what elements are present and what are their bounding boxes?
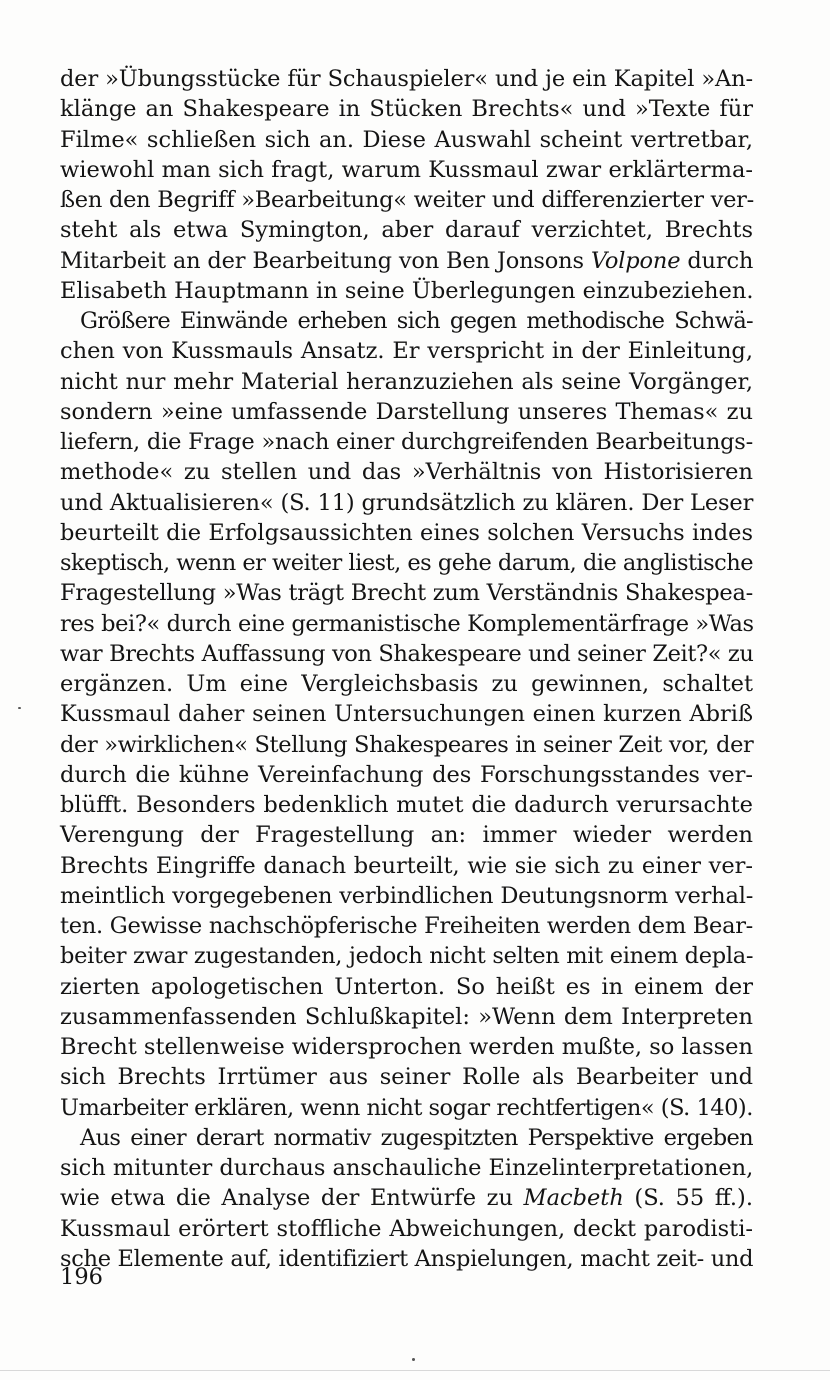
text-line: Filme« schließen sich an. Diese Auswahl scheint vertretbar,: [60, 126, 753, 153]
text-line: blüfft. Besonders bedenklich mutet die dadurch verursachte: [60, 792, 753, 818]
text-line: klänge an Shakespeare in Stücken Brechts« und »Texte für: [60, 96, 753, 123]
text-line: Größere Einwände erheben sich gegen methodische Schwä-: [80, 308, 753, 334]
text-line: Mitarbeit an der Bearbeitung von Ben Jonsons Volpone durch: [60, 247, 754, 274]
book-title: Volpone: [590, 247, 681, 274]
text-line: Brechts Eingriffe danach beurteilt, wie sie sich zu einer ver-: [60, 852, 753, 879]
text-line: Elisabeth Hauptmann in seine Überlegungen einzubeziehen.: [60, 277, 754, 304]
text-line: Verengung der Fragestellung an: immer wieder werden: [60, 822, 753, 849]
text-line: sich Brechts Irrtümer aus seiner Rolle als Bearbeiter und: [60, 1064, 753, 1091]
text-line: der »wirklichen« Stellung Shakespeares in seiner Zeit vor, der: [60, 731, 754, 758]
book-title: Macbeth: [523, 1185, 624, 1212]
text-line: wie etwa die Analyse der Entwürfe zu Macbeth (S. 55 ff.).: [60, 1185, 753, 1212]
text-line: steht als etwa Symington, aber darauf verzichtet, Brechts: [60, 217, 753, 244]
text-line: wiewohl man sich fragt, warum Kussmaul zwar erklärterma-: [60, 156, 753, 183]
text-line: sondern »eine umfassende Darstellung unseres Themas« zu: [60, 398, 753, 425]
text-line: Kussmaul erörtert stoffliche Abweichungen, deckt parodisti-: [60, 1215, 753, 1242]
text-line: Brecht stellenweise widersprochen werden mußte, so lassen: [60, 1034, 753, 1060]
text-line: beiter zwar zugestanden, jedoch nicht selten mit einem depla-: [60, 943, 754, 970]
scan-speck: [412, 1358, 415, 1361]
text-line: und Aktualisieren« (S. 11) grundsätzlich zu klären. Der Leser: [60, 489, 754, 516]
text-line: ßen den Begriff »Bearbeitung« weiter und differenzierter ver-: [60, 187, 755, 213]
text-line: zusammenfassenden Schlußkapitel: »Wenn dem Interpreten: [60, 1003, 753, 1030]
text-line: beurteilt die Erfolgsaussichten eines solchen Versuchs indes: [60, 519, 753, 546]
text-line: methode« zu stellen und das »Verhältnis von Historisieren: [60, 459, 753, 486]
text-line: liefern, die Frage »nach einer durchgreifenden Bearbeitungs-: [60, 429, 753, 455]
text-line: Kussmaul daher seinen Untersuchungen einen kurzen Abriß: [60, 701, 753, 728]
text-line: Aus einer derart normativ zugespitzten Perspektive ergeben: [80, 1124, 753, 1151]
text-line: ergänzen. Um eine Vergleichsbasis zu gewinnen, schaltet: [60, 671, 753, 697]
text-line: chen von Kussmauls Ansatz. Er verspricht in der Einleitung,: [60, 338, 753, 365]
text-line: res bei?« durch eine germanistische Komplementärfrage »Was: [60, 610, 754, 637]
text-line: meintlich vorgegebenen verbindlichen Deutungsnorm verhal-: [60, 882, 754, 909]
text-line: Umarbeiter erklären, wenn nicht sogar rechtfertigen« (S. 140).: [60, 1094, 753, 1121]
text-line: war Brechts Auffassung von Shakespeare und seiner Zeit?« zu: [60, 640, 754, 667]
text-line: sche Elemente auf, identifiziert Anspielungen, macht zeit- und: [60, 1245, 754, 1272]
text-line: nicht nur mehr Material heranzuziehen als seine Vorgänger,: [60, 368, 753, 395]
text-line: Fragestellung »Was trägt Brecht zum Verständnis Shakespea-: [60, 580, 753, 607]
text-line: skeptisch, wenn er weiter liest, es gehe darum, die anglistische: [60, 550, 753, 576]
body-text: [60, 64, 753, 1274]
page-number: 196: [60, 1264, 103, 1290]
text-line: zierten apologetischen Unterton. So heißt es in einem der: [60, 973, 753, 1000]
text-line: sich mitunter durchaus anschauliche Einzelinterpretationen,: [60, 1155, 754, 1181]
text-line: der »Übungsstücke für Schauspieler« und je ein Kapitel »An-: [60, 66, 753, 92]
text-line: durch die kühne Vereinfachung des Forschungsstandes ver-: [60, 761, 753, 788]
text-line: ten. Gewisse nachschöpferische Freiheiten werden dem Bear-: [60, 913, 753, 939]
scan-edge: [0, 1370, 830, 1371]
scan-speck: [18, 707, 21, 709]
